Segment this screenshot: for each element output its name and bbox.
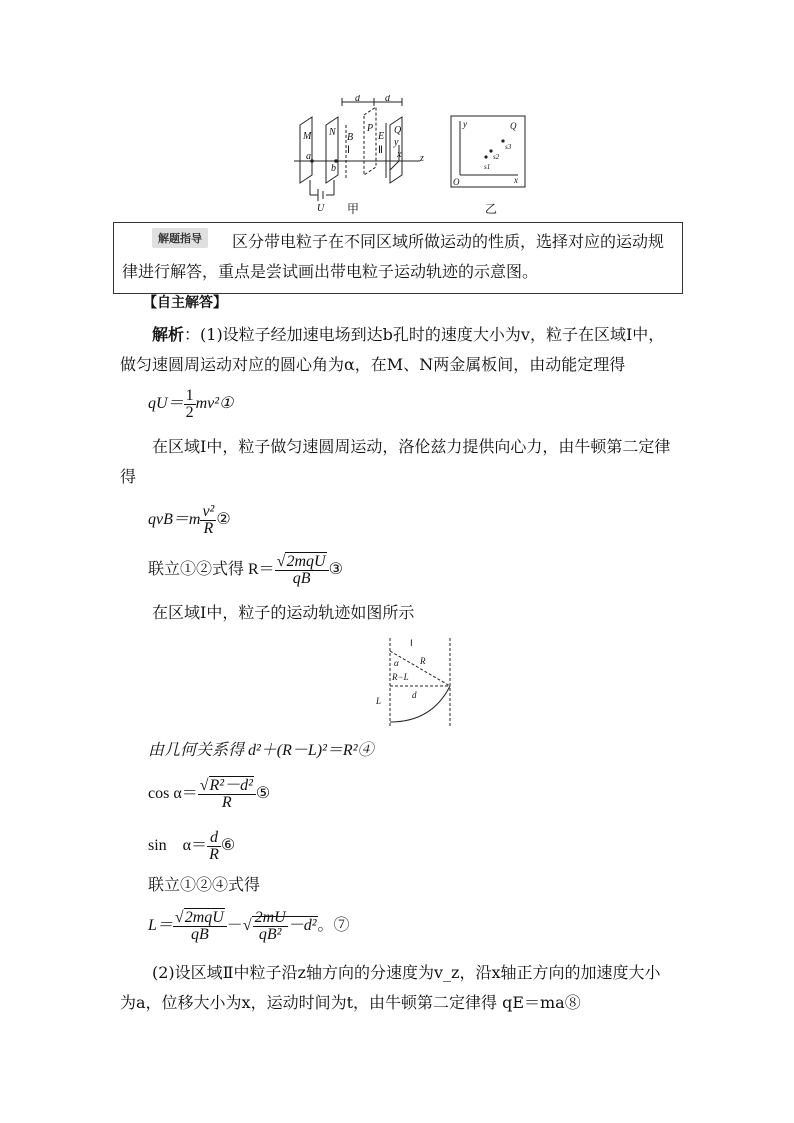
equation-7: L＝ $\frac{\text{√2mqU}}{qB}$ －√ $\frac{2mU}{\text{qB²}}$ －d²。⑦ <box>148 909 350 943</box>
equation-2: qvB＝m $\frac{\text{v²}}{R}$ ② <box>148 503 231 537</box>
fig2-label-O: O <box>453 177 460 187</box>
fig1-label-I: Ⅰ <box>347 145 350 156</box>
equation-7-lead: 联立①②④式得 <box>148 875 261 894</box>
solution-paragraph-2: 在区域Ⅰ中，粒子做匀速圆周运动，洛伦兹力提供向心力，由牛顿第二定律得 <box>120 437 671 486</box>
fig1-label-P: P <box>367 123 374 134</box>
fig1-label-B: B <box>347 132 354 143</box>
hint-badge: 解题指导 <box>152 228 208 248</box>
fig1-label-II: Ⅱ <box>378 145 383 156</box>
fig2-label-s1: s1 <box>484 163 491 171</box>
fig1-label-z: z <box>420 153 424 164</box>
fig3-label-I: Ⅰ <box>410 638 413 648</box>
equation-6: sin α＝ $\frac{d}{R}$ ⑥ <box>148 829 236 863</box>
equation-4: 由几何关系得 d²＋(R－L)²＝R²④ <box>148 742 374 759</box>
fig2-label-s3: s3 <box>505 143 512 151</box>
fig3-label-R: R <box>420 656 426 666</box>
equation-5: cos α＝ $\frac{\text{√R²－d²}}{R}$ ⑤ <box>148 777 271 811</box>
solution-p1: ：(1)设粒子经加速电场到达b孔时的速度大小为v，粒子在区域Ⅰ中，做匀速圆周运动对应的圆心角为α，在M、N两金属板间，由动能定理得 <box>120 325 665 374</box>
jiexi-label: 解析 <box>152 325 185 344</box>
figure-coordinates <box>450 115 528 190</box>
solution-paragraph-1 <box>120 320 676 380</box>
fig1-label-a: a <box>306 151 311 162</box>
fig1-label-E: E <box>378 131 385 142</box>
fig3-label-d: d <box>412 690 417 700</box>
figure-trajectory <box>370 636 460 728</box>
equation-3: 联立①②式得 R＝ $\frac{\text{√2mqU}}{qB}$ ③ <box>148 553 343 587</box>
fig2-caption: 乙 <box>485 202 498 216</box>
fig1-caption: 甲 <box>347 202 360 216</box>
fig1-label-M: M <box>303 131 312 142</box>
hint-box <box>113 222 683 294</box>
solution-paragraph-4: (2)设区域Ⅱ中粒子沿z轴方向的分速度为v_z，沿x轴正方向的加速度大小为a，位移大小为x，运动时间为t，由牛顿第二定律得 qE＝ma⑧ <box>120 963 661 1012</box>
fig2-label-y: y <box>463 119 467 129</box>
fig2-label-x: x <box>514 175 518 185</box>
solution-paragraph-3: 在区域Ⅰ中，粒子的运动轨迹如图所示 <box>152 603 415 622</box>
fig2-label-Q: Q <box>510 121 517 131</box>
section-title: 【自主解答】 <box>143 295 227 311</box>
fig1-label-d1: d <box>355 95 360 104</box>
hint-text: 区分带电粒子在不同区域所做运动的性质，选择对应的运动规律进行解答，重点是尝试画出带电粒子运动轨迹的示意图。 <box>122 232 665 281</box>
fig3-label-alpha: α <box>394 658 399 668</box>
fig3-label-L: L <box>376 696 382 706</box>
fig1-label-N: N <box>329 127 336 138</box>
equation-1: qU＝ $\frac{1}{2}$ mv²① <box>148 387 234 421</box>
fig1-label-y: y <box>394 137 399 148</box>
fig1-label-b: b <box>331 163 336 174</box>
fig3-label-RL: R−L <box>392 672 409 682</box>
fig1-label-Q: Q <box>394 125 402 136</box>
fig2-label-s2: s2 <box>493 153 500 161</box>
fig1-label-U: U <box>317 203 325 214</box>
figure-apparatus <box>290 95 430 215</box>
fig1-label-x: x <box>397 149 402 160</box>
fig1-label-d2: d <box>385 95 390 104</box>
